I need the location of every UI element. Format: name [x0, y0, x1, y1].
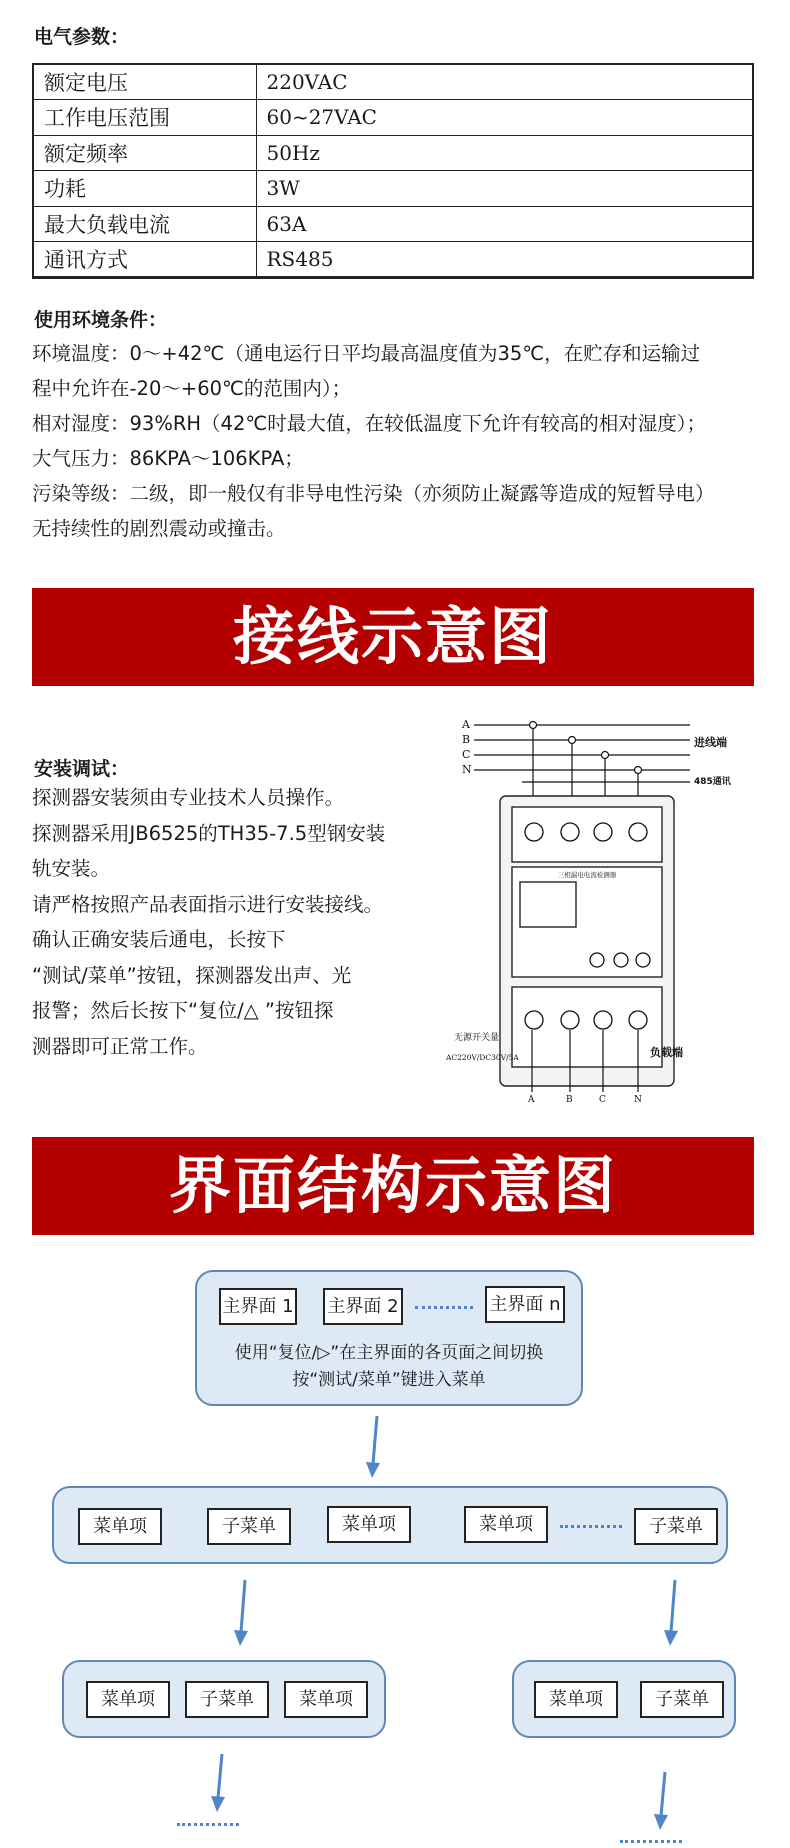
- install-line: 探测器采用JB6525的TH35-7.5型钢安装: [32, 821, 386, 845]
- table-row: [33, 100, 753, 136]
- environment-heading: 使用环境条件：: [34, 309, 168, 331]
- submenu-item: 子菜单: [634, 1508, 718, 1545]
- phase-label-c-bottom: C: [599, 1095, 606, 1102]
- install-line: “测试/菜单”按钮，探测器发出声、光: [32, 963, 352, 987]
- submenu-item: 子菜单: [640, 1681, 724, 1718]
- power-label: AC220V/DC30V/5A: [446, 1053, 519, 1062]
- structure-banner: 界面结构示意图: [32, 1137, 754, 1235]
- menu-item: 菜单项: [78, 1508, 162, 1545]
- env-line: 无持续性的剧烈震动或撞击。: [32, 517, 286, 540]
- install-text: [32, 780, 432, 1064]
- env-line: 大气压力：86KPA～106KPA；: [32, 447, 304, 470]
- load-label: 负载端: [650, 1046, 683, 1059]
- table-row: [33, 242, 753, 278]
- ellipsis-dots: [415, 1306, 473, 1309]
- incoming-label: 进线端: [694, 736, 727, 749]
- menu-item: 菜单项: [327, 1506, 411, 1543]
- install-line: 测器即可正常工作。: [32, 1034, 208, 1058]
- spec-value: 50Hz: [256, 135, 753, 171]
- phase-label-n: N: [462, 763, 472, 776]
- phase-label-a-bottom: A: [528, 1095, 535, 1102]
- install-line: 探测器安装须由专业技术人员操作。: [32, 786, 345, 809]
- spec-label: 最大负载电流: [33, 206, 256, 242]
- env-line: 污染等级：二级，即一般仅有非导电性污染（亦须防止凝露等造成的短暂导电）: [32, 482, 715, 505]
- device-label: 三相漏电电流检测器: [557, 871, 617, 879]
- env-line: 程中允许在-20～+60℃的范围内）；: [32, 377, 352, 400]
- arrow-down-icon: [228, 1578, 252, 1648]
- menu-item: 菜单项: [534, 1681, 618, 1718]
- ellipsis-dots: [177, 1823, 239, 1826]
- phase-label-n-bottom: N: [634, 1095, 642, 1102]
- main-note-line-2: 按“测试/菜单”键进入菜单: [292, 1370, 486, 1390]
- install-line: 报警；然后长按下“复位/△ ”按钮探: [32, 999, 334, 1022]
- menu-row-group: [52, 1486, 728, 1564]
- arrow-down-icon: [360, 1414, 384, 1480]
- spec-label: 通讯方式: [33, 242, 256, 278]
- main-screen-group: [195, 1270, 583, 1406]
- arrow-down-icon: [205, 1752, 229, 1814]
- electrical-heading: 电气参数：: [34, 26, 130, 48]
- spec-label: 功耗: [33, 171, 256, 207]
- spec-label: 额定电压: [33, 64, 256, 100]
- ellipsis-dots: [560, 1525, 622, 1528]
- ellipsis-dots: [620, 1840, 682, 1843]
- phase-label-b-bottom: B: [566, 1095, 573, 1102]
- install-line: 轨安装。: [32, 857, 111, 880]
- phase-label-b: B: [462, 733, 471, 746]
- phase-label-c: C: [462, 748, 471, 761]
- env-line: 环境温度：0～+42℃（通电运行日平均最高温度值为35℃，在贮存和运输过: [32, 342, 701, 365]
- menu-item: 菜单项: [464, 1506, 548, 1543]
- spec-value: 60~27VAC: [256, 100, 753, 136]
- comm-label: 485通讯: [694, 777, 731, 787]
- spec-value: 220VAC: [256, 64, 753, 100]
- main-screen-item: 主界面 n: [485, 1286, 565, 1323]
- spec-value: 3W: [256, 171, 753, 207]
- wiring-diagram: [440, 712, 760, 1102]
- arrow-down-icon: [648, 1770, 672, 1832]
- table-row: [33, 64, 753, 100]
- spec-table: [32, 63, 754, 279]
- spec-value: 63A: [256, 206, 753, 242]
- spec-value: RS485: [256, 242, 753, 278]
- main-screen-item: 主界面 2: [323, 1288, 403, 1325]
- table-row: [33, 206, 753, 242]
- submenu-group-left: [62, 1660, 386, 1738]
- menu-item: 菜单项: [86, 1681, 170, 1718]
- install-line: 确认正确安装后通电，长按下: [32, 928, 286, 951]
- table-row: [33, 135, 753, 171]
- breaker-label: 无源开关量: [454, 1033, 500, 1043]
- main-note-line-1: 使用“复位/▷”在主界面的各页面之间切换: [234, 1343, 544, 1363]
- table-row: [33, 171, 753, 207]
- spec-label: 工作电压范围: [33, 100, 256, 136]
- menu-item: 菜单项: [284, 1681, 368, 1718]
- environment-text: [32, 336, 790, 546]
- submenu-item: 子菜单: [185, 1681, 269, 1718]
- spec-label: 额定频率: [33, 135, 256, 171]
- wiring-banner: 接线示意图: [32, 588, 754, 686]
- env-line: 相对湿度：93%RH（42℃时最大值，在较低温度下允许有较高的相对湿度）；: [32, 412, 707, 435]
- arrow-down-icon: [658, 1578, 682, 1648]
- install-line: 请严格按照产品表面指示进行安装接线。: [32, 892, 384, 916]
- submenu-item: 子菜单: [207, 1508, 291, 1545]
- main-screen-item: 主界面 1: [219, 1288, 297, 1325]
- submenu-group-right: [512, 1660, 736, 1738]
- phase-label-a: A: [462, 718, 470, 731]
- install-heading: 安装调试：: [34, 758, 130, 780]
